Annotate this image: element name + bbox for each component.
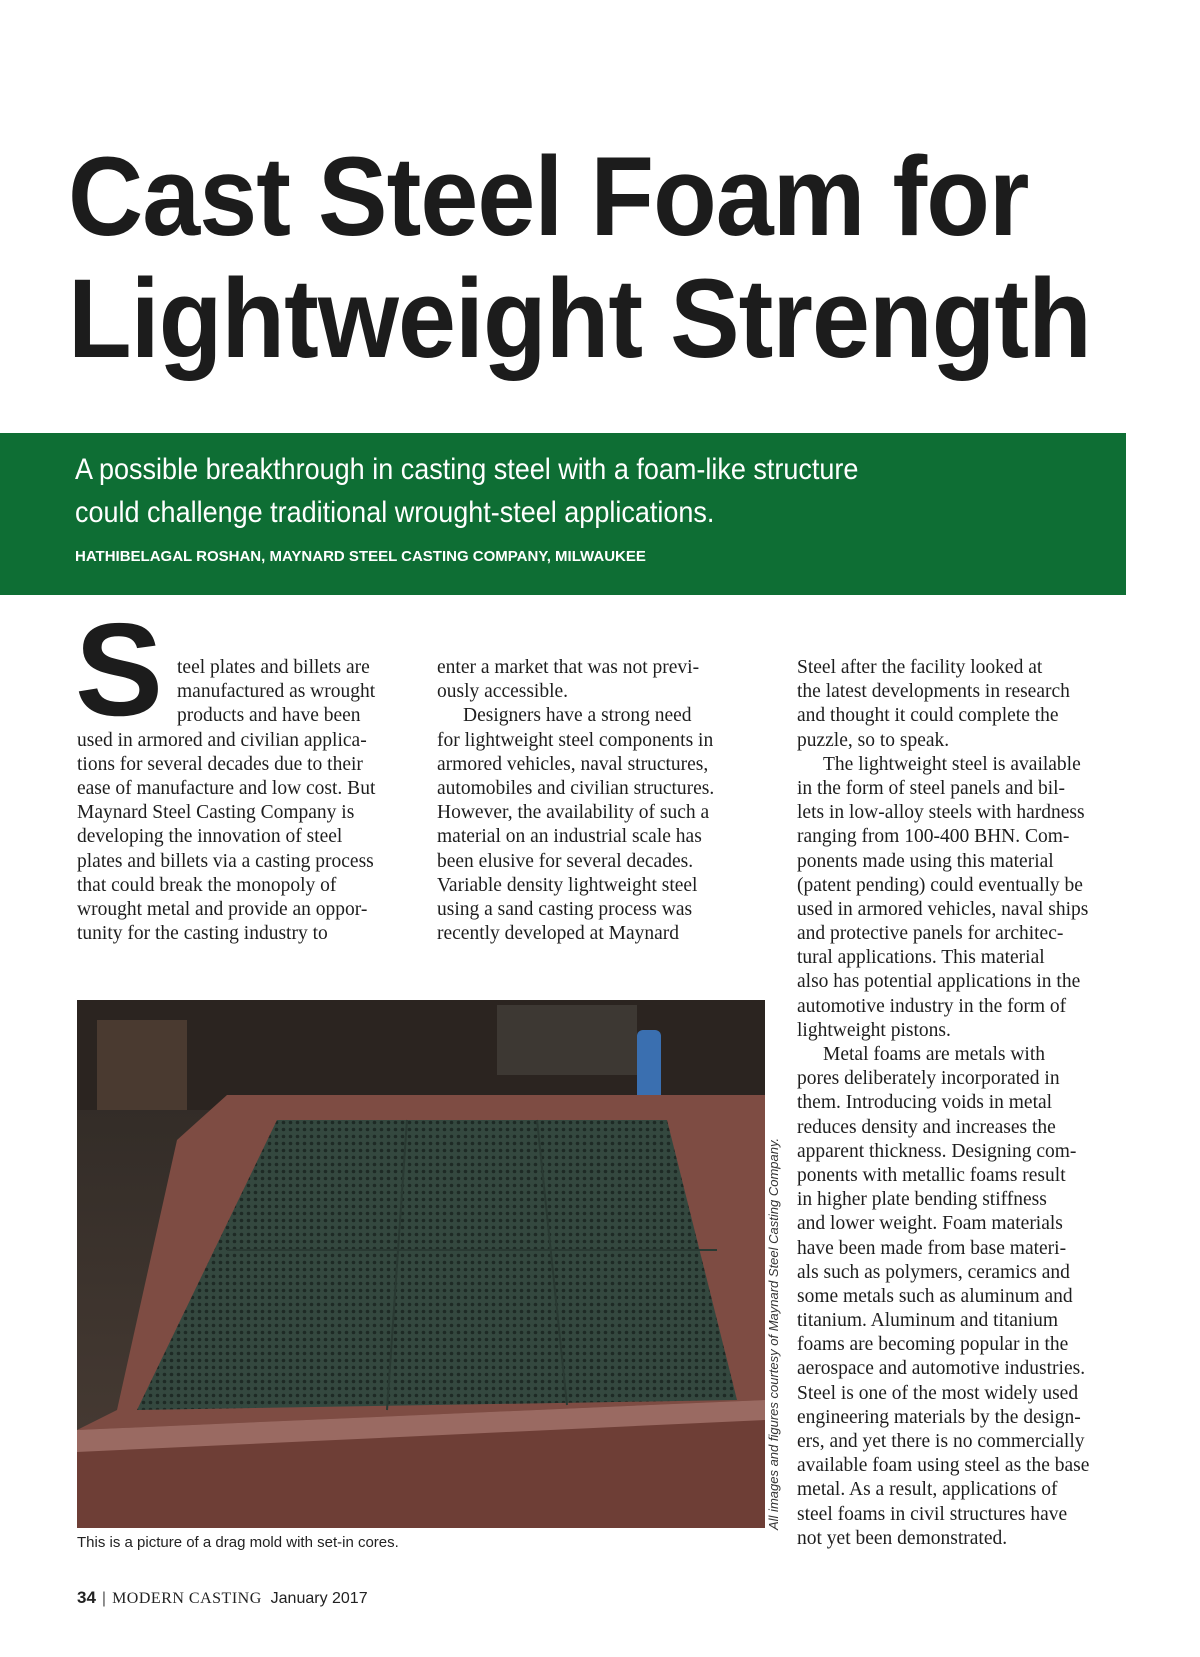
body-text-line: available foam using steel as the base bbox=[797, 1455, 1090, 1477]
body-text-line: plates and billets via a casting process bbox=[77, 850, 374, 872]
body-text-line: ponents made using this material bbox=[797, 850, 1054, 872]
body-text-line: lets in low-alloy steels with hardness bbox=[797, 802, 1085, 824]
body-text-line: Variable density lightweight steel bbox=[437, 874, 698, 896]
body-text-line: Steel after the facility looked at bbox=[797, 657, 1043, 678]
body-text-line: als such as polymers, ceramics and bbox=[797, 1261, 1070, 1283]
body-text-line: metal. As a result, applications of bbox=[797, 1479, 1058, 1501]
body-text-line: tural applications. This material bbox=[797, 947, 1045, 969]
body-text-line: products and have been bbox=[177, 705, 361, 727]
drag-mold-photo bbox=[77, 1000, 765, 1528]
body-text-line: also has potential applications in the bbox=[797, 971, 1081, 993]
issue-date: January 2017 bbox=[270, 1590, 368, 1607]
body-text-line: that could break the monopoly of bbox=[77, 874, 337, 896]
body-text-line: tions for several decades due to their bbox=[77, 753, 363, 775]
photo-credit: All images and figures courtesy of Maynard Steel Casting Company. bbox=[766, 1137, 781, 1530]
body-text-line: Steel is one of the most widely used bbox=[797, 1382, 1079, 1404]
body-text-line: apparent thickness. Designing com- bbox=[797, 1140, 1077, 1162]
body-text-line: pores deliberately incorporated in bbox=[797, 1068, 1060, 1090]
body-text-line: material on an industrial scale has bbox=[437, 826, 702, 848]
body-text-line: developing the innovation of steel bbox=[77, 826, 343, 848]
body-text-line: Maynard Steel Casting Company is bbox=[77, 802, 355, 824]
body-text-line: aerospace and automotive industries. bbox=[797, 1358, 1086, 1380]
byline: HATHIBELAGAL ROSHAN, MAYNARD STEEL CASTING COMPANY, MILWAUKEE bbox=[75, 548, 646, 565]
body-text-line: puzzle, so to speak. bbox=[797, 729, 950, 751]
body-text-line: the latest developments in research bbox=[797, 681, 1070, 703]
body-text-line: for lightweight steel components in bbox=[437, 729, 714, 751]
body-text-line: enter a market that was not previ- bbox=[437, 657, 700, 678]
body-text-line: not yet been demonstrated. bbox=[797, 1527, 1008, 1549]
body-text-line: manufactured as wrought bbox=[177, 681, 376, 703]
body-text-line: automotive industry in the form of bbox=[797, 995, 1067, 1017]
body-text-line: ranging from 100-400 BHN. Com- bbox=[797, 826, 1070, 848]
deck-line: A possible breakthrough in casting steel with a foam-like structure bbox=[75, 453, 859, 486]
body-text-line: ease of manufacture and low cost. But bbox=[77, 777, 376, 799]
page-footer bbox=[77, 1588, 368, 1608]
body-column-1 bbox=[77, 656, 407, 946]
body-text-line: The lightweight steel is available bbox=[823, 753, 1081, 775]
body-text-line: ers, and yet there is no commercially bbox=[797, 1431, 1085, 1452]
body-column-2 bbox=[437, 656, 767, 946]
body-text-line: have been made from base materi- bbox=[797, 1237, 1067, 1259]
body-text-line: used in armored vehicles, naval ships bbox=[797, 898, 1089, 920]
body-text-line: However, the availability of such a bbox=[437, 802, 710, 824]
body-text-line: some metals such as aluminum and bbox=[797, 1285, 1073, 1307]
body-text-line: using a sand casting process was bbox=[437, 898, 693, 920]
body-text-line: foams are becoming popular in the bbox=[797, 1334, 1069, 1356]
body-column-3 bbox=[797, 656, 1137, 1551]
body-text-line: in the form of steel panels and bil- bbox=[797, 777, 1066, 799]
footer-separator: | bbox=[101, 1590, 107, 1607]
page-number: 34 bbox=[77, 1588, 96, 1607]
body-text-line: and thought it could complete the bbox=[797, 705, 1059, 727]
body-text-line: steel foams in civil structures have bbox=[797, 1503, 1068, 1525]
body-text-line: wrought metal and provide an oppor- bbox=[77, 898, 368, 920]
body-text-line: ously accessible. bbox=[437, 681, 569, 703]
body-text-line: recently developed at Maynard bbox=[437, 923, 680, 945]
article-title bbox=[68, 136, 1100, 380]
body-text-line: ponents with metallic foams result bbox=[797, 1164, 1066, 1186]
body-text-line: Metal foams are metals with bbox=[823, 1044, 1046, 1065]
body-text-line: reduces density and increases the bbox=[797, 1116, 1056, 1138]
magazine-name: MODERN CASTING bbox=[112, 1590, 262, 1607]
body-text-line: used in armored and civilian applica- bbox=[77, 729, 367, 751]
body-text-line: armored vehicles, naval structures, bbox=[437, 753, 709, 775]
body-text-line: automobiles and civilian structures. bbox=[437, 777, 715, 799]
body-text-line: in higher plate bending stiffness bbox=[797, 1189, 1047, 1211]
title-line: Cast Steel Foam for bbox=[68, 134, 1029, 259]
drop-cap: S bbox=[75, 596, 164, 743]
drag-mold-photo-image bbox=[77, 1000, 765, 1528]
body-text-line: been elusive for several decades. bbox=[437, 850, 694, 872]
body-text-line: them. Introducing voids in metal bbox=[797, 1092, 1053, 1114]
article-deck bbox=[75, 448, 957, 534]
body-text-line: tunity for the casting industry to bbox=[77, 923, 328, 945]
body-text-line: lightweight pistons. bbox=[797, 1019, 951, 1041]
body-text-line: engineering materials by the design- bbox=[797, 1406, 1081, 1428]
title-line: Lightweight Strength bbox=[68, 256, 1091, 381]
body-text-line: titanium. Aluminum and titanium bbox=[797, 1310, 1059, 1332]
deck-line: could challenge traditional wrought-steel applications. bbox=[75, 496, 715, 529]
body-text-line: and lower weight. Foam materials bbox=[797, 1213, 1063, 1235]
body-text-line: and protective panels for architec- bbox=[797, 923, 1064, 945]
body-text-line: teel plates and billets are bbox=[177, 657, 370, 678]
body-text-line: (patent pending) could eventually be bbox=[797, 874, 1083, 896]
body-text-line: Designers have a strong need bbox=[463, 705, 692, 727]
photo-caption: This is a picture of a drag mold with set-in cores. bbox=[77, 1534, 399, 1551]
